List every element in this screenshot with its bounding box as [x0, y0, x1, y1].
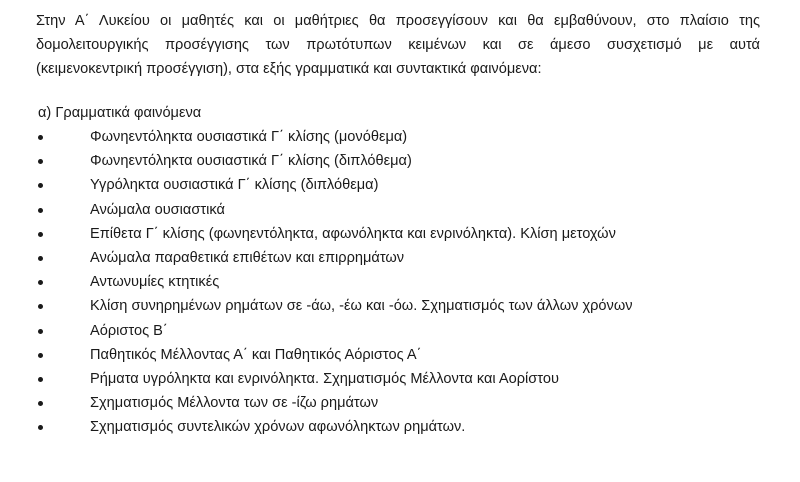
list-item-text: Ανώμαλα παραθετικά επιθέτων και επιρρημάτων: [90, 249, 405, 266]
bullet-icon: [38, 159, 43, 164]
bullet-icon: [38, 353, 43, 358]
bullet-icon: [38, 232, 43, 237]
list-item-text: Υγρόληκτα ουσιαστικά Γ΄ κλίσης (διπλόθεμα): [90, 177, 379, 194]
list-item-text: Παθητικός Μέλλοντας Α΄ και Παθητικός Αόριστος Α΄: [90, 346, 422, 363]
list-item-text: Φωνηεντόληκτα ουσιαστικά Γ΄ κλίσης (μονόθεμα): [90, 129, 408, 145]
list-item-text: Κλίση συνηρημένων ρημάτων σε -άω, -έω και -όω. Σχηματισμός των άλλων χρόνων: [90, 298, 633, 315]
intro-line: (κειμενοκεντρική προσέγγιση), στα εξής γραμματικά και συντακτικά φαινόμενα:: [36, 61, 542, 77]
bullet-icon: [38, 280, 43, 285]
bullet-icon: [38, 377, 43, 382]
list-item-text: Φωνηεντόληκτα ουσιαστικά Γ΄ κλίσης (διπλόθεμα): [90, 153, 412, 170]
list-item-text: Ανώμαλα ουσιαστικά: [90, 201, 225, 218]
list-item-text: Αόριστος Β΄: [90, 322, 168, 339]
bullet-icon: [38, 256, 43, 261]
list-item-text: Σχηματισμός συντελικών χρόνων αφωνόληκτων ρημάτων.: [90, 419, 466, 436]
intro-paragraph: [36, 9, 760, 81]
list-item-text: Επίθετα Γ΄ κλίσης (φωνηεντόληκτα, αφωνόληκτα και ενρινόληκτα). Κλίση μετοχών: [90, 225, 616, 242]
list-item-text: Ρήματα υγρόληκτα και ενρινόληκτα. Σχηματισμός Μέλλοντα και Αορίστου: [90, 370, 559, 387]
intro-line: Στην Α΄ Λυκείου οι μαθητές και οι μαθήτριες θα προσεγγίσουν και θα εμβαθύνουν, στο πλαίσιο της: [36, 13, 760, 29]
bullet-icon: [38, 329, 43, 334]
bullet-icon: [38, 183, 43, 188]
bullet-icon: [38, 425, 43, 430]
bullet-icon: [38, 135, 43, 140]
bullet-icon: [38, 208, 43, 213]
list-item-text: Αντωνυμίες κτητικές: [90, 274, 220, 291]
section-heading: α) Γραμματικά φαινόμενα: [38, 105, 202, 121]
bullet-icon: [38, 304, 43, 309]
intro-line: δομολειτουργικής προσέγγισης των πρωτότυπων κειμένων και σε άμεσο συσχετισμό με αυτά: [36, 37, 760, 53]
list-item-text: Σχηματισμός Μέλλοντα των σε -ίζω ρημάτων: [90, 395, 379, 412]
bullet-icon: [38, 401, 43, 406]
